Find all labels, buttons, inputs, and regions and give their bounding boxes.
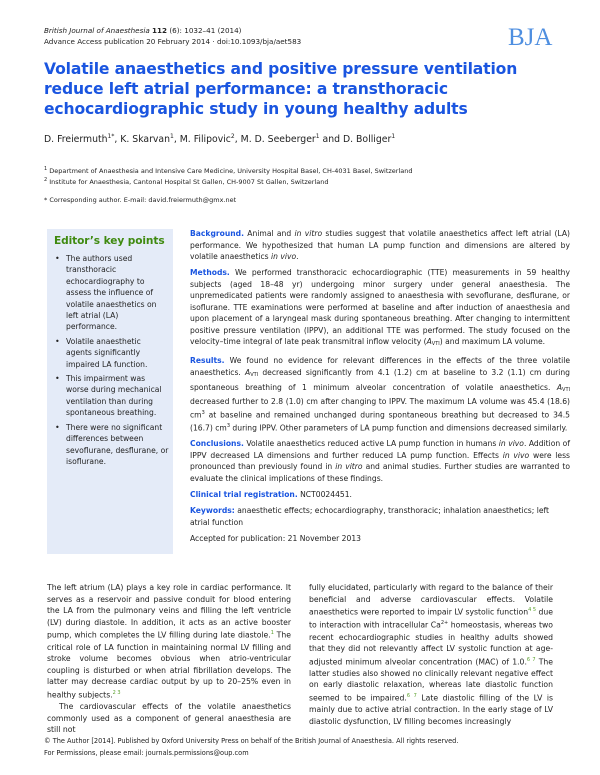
advance-access: Advance Access publication 20 February 2014 — [44, 37, 211, 46]
author: D. Freiermuth — [44, 134, 108, 146]
text: The latter studies also showed no clinically relevant negative effect on early diastolic relaxation, whereas late diastolic function seemed to be impaired. — [309, 657, 554, 703]
text: Late diastolic filling of the LV is mainly due to active atrial contraction. In the early stage of LV diastolic dysfunction, LV filling becomes increasingly — [309, 693, 554, 726]
key-points-heading: Editor’s key points — [54, 235, 165, 247]
italic-text: in vitro — [294, 229, 323, 238]
affiliation-text: Department of Anaesthesia and Intensive Care Medicine, University Hospital Basel, CH-4031 Basel, Switzerland — [49, 167, 413, 176]
reference-link[interactable]: 1 — [270, 630, 274, 637]
affiliation-text: Institute for Anaesthesia, Cantonal Hospital St Gallen, CH-9007 St Gallen, Switzerland — [49, 178, 329, 187]
author-separator: , — [173, 134, 180, 146]
author: K. Skarvan — [120, 134, 171, 146]
affiliation-sup: 1 — [44, 166, 48, 172]
body-paragraph — [47, 582, 291, 701]
conclusions-label: Conclusions. — [190, 439, 244, 449]
results-label: Results. — [190, 356, 225, 366]
variable-subscript: VTI — [431, 341, 440, 348]
variable-subscript: VTI — [562, 386, 570, 393]
text: homeostasis, whereas two recent echocardiographic studies in healthy adults showed that they did not relevantly affect LV systolic function at age-adjusted minimum alveolar concentration (MAC) of 1.0. — [309, 620, 553, 667]
text: decreased further to 2.8 (1.0) cm after changing to IPPV. The maximum LA volume was 45.4 (18.6) cm — [190, 397, 570, 420]
copyright-notice: © The Author [2014]. Published by Oxford University Press on behalf of the British Journal of Anaesthesia. All rights reserved. — [44, 737, 459, 745]
author-sup: 1* — [107, 133, 115, 140]
variable-subscript: VTI — [250, 372, 259, 379]
italic-text: in vivo — [502, 450, 530, 460]
text: . Addition of IPPV decreased LA dimensions and further reduced LA pump function. Effects — [190, 439, 570, 460]
article-title: Volatile anaesthetics and positive pressure ventilation reduce left atrial performance: a transthoracic echocardiographic study in young healthy adults — [44, 60, 518, 118]
variable: A — [426, 337, 432, 347]
abstract-trial-registration — [190, 489, 570, 501]
text: . — [296, 252, 299, 262]
italic-text: in vivo — [271, 252, 297, 262]
corresponding-author[interactable]: * Corresponding author. E-mail: david.freiermuth@gmx.net — [44, 196, 237, 204]
reference-link[interactable]: 6 7 — [406, 693, 417, 700]
text: The critical role of LA function in maintaining normal LV filling and stroke volume becomes obvious when atrio-ventricular coupling is disturbed or when atrial fibrillation develops. The latter may decrease cardiac output by up to 20–25% even in healthy subjects. — [47, 630, 291, 700]
keywords-text: anaesthetic effects; echocardiography, transthoracic; inhalation anaesthetics; left atrial function — [190, 506, 550, 527]
author: M. D. Seeberger — [240, 134, 316, 146]
author-separator: and — [319, 134, 343, 146]
text: fully elucidated, particularly with regard to the balance of their beneficial and adverse cardiovascular effects. Volatile anaesthetics were reported to impair LV systolic function — [309, 583, 553, 617]
key-point-item: • This impairment was worse during mechanical ventilation than during spontaneous breathing. — [47, 373, 173, 419]
author: D. Bolliger — [342, 134, 392, 146]
text: and animal studies. Further studies are warranted to evaluate the clinical implications of these findings. — [190, 462, 570, 483]
text: The left atrium (LA) plays a key role in cardiac performance. It serves as a reservoir and passive conduit for blood entering the LA from the pulmonary veins and filling the left ventricle (LV) during diastole. In addition, it acts as an active booster pump, which completes the LV filling during late diastole. — [47, 583, 291, 640]
author-sup: 1 — [315, 133, 320, 140]
text: Volatile anaesthetics reduced active LA pump function in humans — [243, 439, 499, 449]
variable: A — [245, 368, 251, 378]
italic-text: in vitro — [335, 462, 363, 472]
permissions-notice[interactable]: For Permissions, please email: journals.permissions@oup.com — [44, 749, 249, 757]
doi-link[interactable]: doi:10.1093/bja/aet583 — [216, 37, 302, 46]
author-separator: , — [234, 134, 241, 146]
text: were less pronounced than previously found in — [190, 450, 570, 472]
accepted-date: Accepted for publication: 21 November 2013 — [190, 533, 361, 543]
author-separator: , — [114, 134, 121, 146]
abstract-keywords — [190, 505, 570, 528]
affiliation-sup: 2 — [44, 177, 48, 183]
text: studies suggest that volatile anaesthetics affect left atrial (LA) performance. We hypothesized that human LA pump function and dimensions are altered by volatile anaesthetics — [190, 229, 571, 262]
text: Animal and — [244, 229, 295, 238]
separator-dot: · — [212, 37, 215, 46]
journal-issue-pages: (6): 1032–41 (2014) — [169, 26, 242, 35]
body-column-right — [309, 582, 553, 727]
keywords-label: Keywords: — [190, 506, 235, 516]
text: at baseline and remained unchanged during spontaneous breathing but decreased to 34.5 (16.7) cm — [190, 410, 570, 433]
abstract-conclusions — [190, 438, 570, 484]
editors-key-points-box — [47, 229, 173, 554]
text: We performed transthoracic echocardiographic (TTE) measurements in 59 healthy subjects (aged 18–48 yr) undergoing minor surgery under general anaesthesia. The unpremedicated patients were randomly assigned to anaesthesia with sevoflurane, desflurane, or isoflurane. TTE examinations were performed at baseline and after induction of anaesthesia and upon placement of a laryngeal mask during spontaneous breathing. After changing to intermittent positive pressure ventilation (IPPV), an additional TTE was performed. The study focused on the velocity–time integral of late peak transmitral inflow velocity ( — [190, 268, 570, 347]
text: We found no evidence for relevant differences in the effects of the three volatile anaesthetics. — [190, 356, 570, 378]
abstract — [190, 228, 570, 549]
journal-citation — [44, 26, 241, 36]
author-sup: 1 — [170, 133, 174, 140]
text: during IPPV. Other parameters of LA pump function and dimensions decreased similarly. — [230, 423, 568, 433]
variable: A — [556, 382, 563, 392]
reference-link[interactable]: 4 5 — [528, 607, 537, 614]
journal-name: British Journal of Anaesthesia — [44, 26, 150, 35]
trial-number: NCT0024451. — [297, 490, 352, 499]
text: ) and maximum LA volume. — [439, 337, 546, 347]
body-paragraph — [309, 582, 553, 727]
bja-logo: BJA — [508, 24, 553, 51]
body-column-left — [47, 582, 291, 736]
superscript: 3 — [201, 409, 205, 416]
journal-volume: 112 — [152, 26, 168, 35]
advance-access-line — [44, 37, 301, 47]
body-paragraph: The cardiovascular effects of the volatile anaesthetics commonly used as a component of general anaesthesia are still not — [47, 702, 291, 735]
key-point-item: • Volatile anaesthetic agents significantly impaired LA function. — [47, 336, 173, 370]
reference-link[interactable]: 2 3 — [112, 689, 121, 696]
background-label: Background. — [190, 229, 244, 238]
italic-text: in vivo — [498, 439, 524, 449]
superscript: 2+ — [440, 620, 449, 627]
author: M. Filipovic — [179, 134, 231, 146]
key-points-list — [47, 253, 173, 470]
abstract-results — [190, 355, 570, 433]
key-point-item: • There were no significant differences between sevoflurane, desflurane, or isoflurane. — [47, 422, 173, 468]
methods-label: Methods. — [190, 268, 230, 278]
author-sup: 1 — [391, 133, 396, 140]
superscript: 3 — [226, 422, 231, 429]
key-point-item: • The authors used transthoracic echocardiography to assess the influence of volatile anaesthetics on left atrial (LA) performance. — [47, 253, 173, 333]
affiliation-2 — [44, 175, 329, 188]
trial-label: Clinical trial registration. — [190, 490, 298, 499]
text: due to interaction with intracellular Ca — [309, 607, 554, 630]
text: decreased significantly from 4.1 (1.2) cm at baseline to 3.2 (1.1) cm during spontaneous breathing of 1 minimum alveolar concentration of volatile anaesthetics. — [190, 368, 571, 392]
abstract-methods — [190, 267, 570, 351]
abstract-background — [190, 228, 570, 263]
reference-link[interactable]: 6 7 — [526, 656, 536, 663]
author-list — [44, 133, 395, 145]
author-sup: 2 — [230, 133, 235, 140]
